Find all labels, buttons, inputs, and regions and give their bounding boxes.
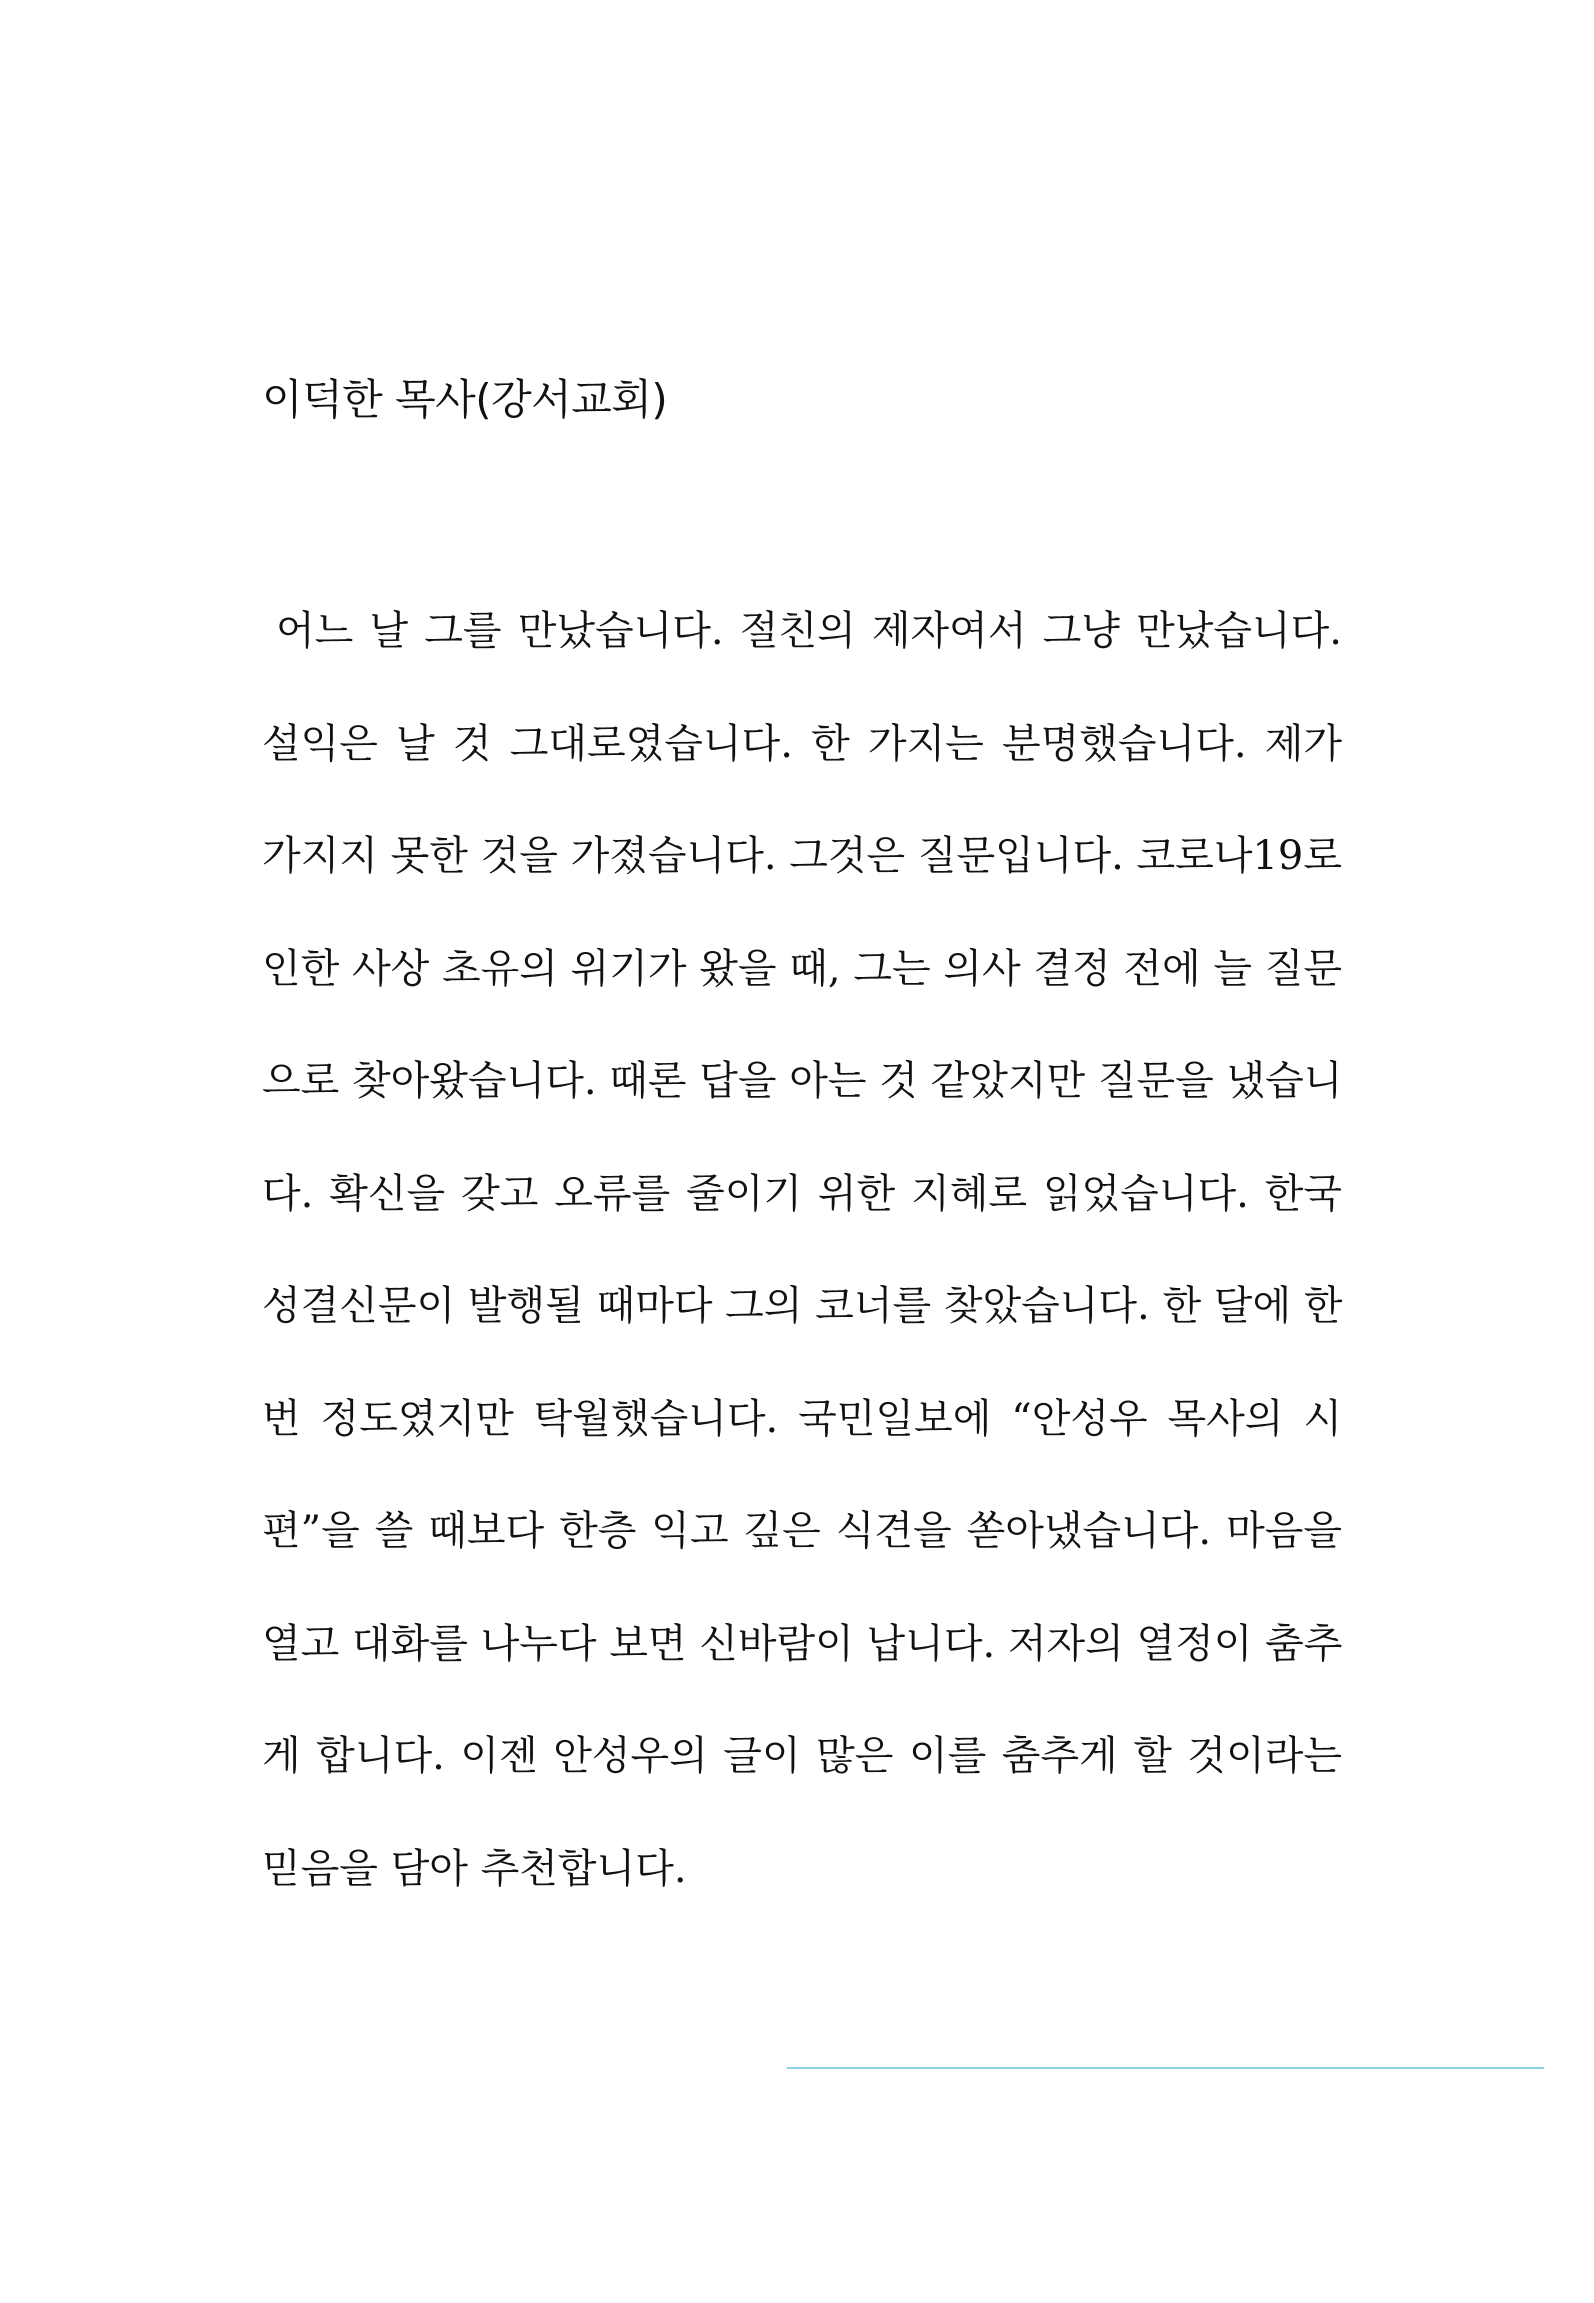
footer-divider-line: [787, 2067, 1544, 2069]
body-line-8: 번 정도였지만 탁월했습니다. 국민일보에 “안성우 목사의 시: [262, 1395, 1342, 1442]
body-line-12: 믿음을 담아 추천합니다.: [262, 1845, 687, 1892]
body-line-3: 가지지 못한 것을 가졌습니다. 그것은 질문입니다. 코로나19로: [262, 833, 1342, 879]
body-line-10: 열고 대화를 나누다 보면 신바람이 납니다. 저자의 열정이 춤추: [262, 1620, 1343, 1667]
body-line-7: 성결신문이 발행될 때마다 그의 코너를 찾았습니다. 한 달에 한: [262, 1283, 1343, 1329]
body-line-2: 설익은 날 것 그대로였습니다. 한 가지는 분명했습니다. 제가: [262, 720, 1342, 767]
body-line-9: 편”을 쓸 때보다 한층 익고 깊은 식견을 쏟아냈습니다. 마음을: [262, 1508, 1342, 1554]
body-line-4: 인한 사상 초유의 위기가 왔을 때, 그는 의사 결정 전에 늘 질문: [262, 945, 1342, 992]
body-line-1: 어느 날 그를 만났습니다. 절친의 제자여서 그냥 만났습니다.: [276, 608, 1342, 654]
page-title: 이덕한 목사(강서교회): [262, 375, 668, 424]
body-line-5: 으로 찾아왔습니다. 때론 답을 아는 것 같았지만 질문을 냈습니: [262, 1058, 1343, 1104]
body-paragraph: [262, 575, 1342, 1925]
body-line-6: 다. 확신을 갖고 오류를 줄이기 위한 지혜로 읽었습니다. 한국: [262, 1170, 1342, 1217]
body-line-11: 게 합니다. 이젠 안성우의 글이 많은 이를 춤추게 할 것이라는: [262, 1733, 1342, 1779]
